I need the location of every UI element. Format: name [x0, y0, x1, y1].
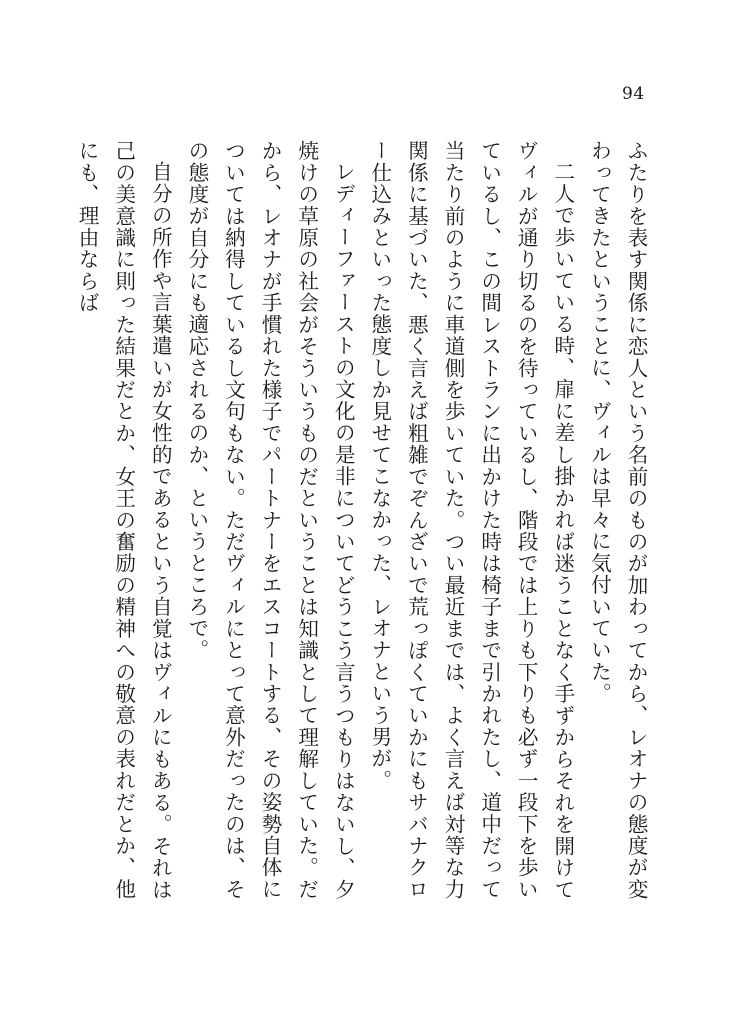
- paragraph-4: 自分の所作や言葉遣いが女性的であるという自覚はヴィルにもある。それは己の美意識に則った結果だとか、女王の奮励の精神への敬意の表れだとか、他にも、理由ならば: [75, 140, 173, 900]
- page-number: 94: [622, 84, 645, 104]
- novel-text-body: [75, 140, 654, 900]
- paragraph-3: レディーファーストの文化の是非についてどうこう言うつもりはないし、夕焼けの草原の社会がそういうものだということは知識として理解していた。だから、レオナが手慣れた様子でパートナーをエスコートする、その姿勢自体については納得しているし文句もない。ただヴィルにとって意外だったのは、その態度が自分にも適応されるのか、というところで。: [184, 140, 356, 900]
- paragraph-1: ふたりを表す関係に恋人という名前のものが加わってから、レオナの態度が変わってきたということに、ヴィルは早々に気付いていた。: [587, 140, 648, 900]
- paragraph-2: 二人で歩いている時、扉に差し掛かれば迷うことなく手ずからそれを開けてヴィルが通り切るのを待っているし、階段では上りも下りも必ず一段下を歩いているし、この間レストランに出かけた時は椅子まで引かれたし、道中だって当たり前のように車道側を歩いていた。つい最近までは、よく言えば対等な力関係に基づいた、悪く言えば粗雑でぞんざいで荒っぽくていかにもサバナクロー仕込みといった態度しか見せてこなかった、レオナという男が。: [367, 140, 575, 900]
